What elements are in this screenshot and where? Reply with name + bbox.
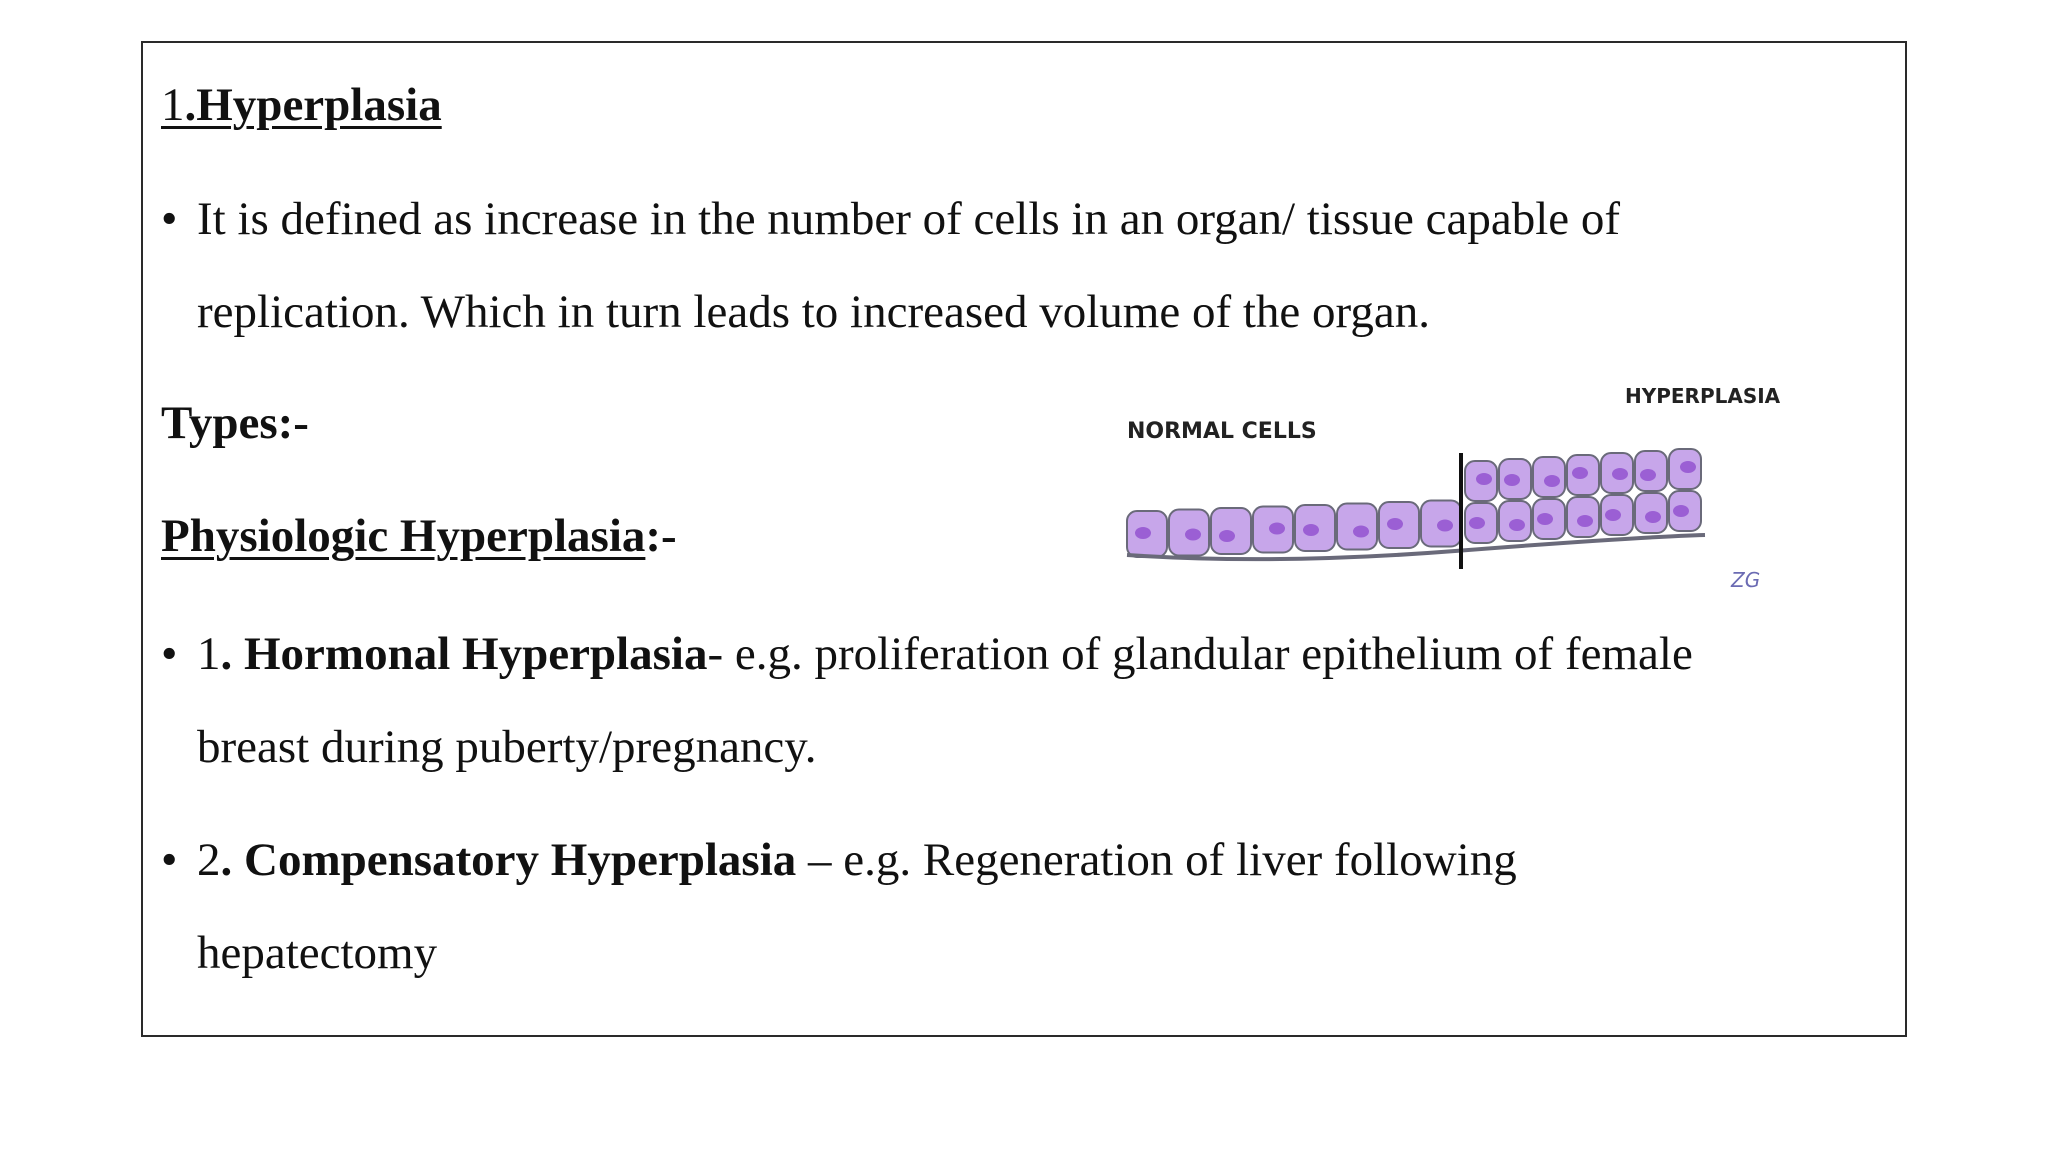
cell-nucleus bbox=[1680, 461, 1696, 473]
cell-nucleus bbox=[1504, 474, 1520, 486]
heading-number: 1 bbox=[161, 79, 185, 131]
hormonal-line-2: breast during puberty/pregnancy. bbox=[197, 721, 817, 773]
cell-nucleus bbox=[1135, 527, 1151, 539]
cell-nucleus bbox=[1544, 475, 1560, 487]
cell-nucleus bbox=[1673, 505, 1689, 517]
hyperplasia-diagram bbox=[1125, 383, 1805, 623]
types-label: Types:- bbox=[161, 397, 309, 449]
cell-nucleus bbox=[1537, 513, 1553, 525]
bullet-icon: • bbox=[161, 834, 178, 886]
cell-nucleus bbox=[1219, 530, 1235, 542]
slide-frame bbox=[141, 41, 1907, 1037]
cell-nucleus bbox=[1476, 473, 1492, 485]
cell-nucleus bbox=[1185, 529, 1201, 541]
definition-line-2: replication. Which in turn leads to increased volume of the organ. bbox=[197, 286, 1430, 338]
bullet-icon: • bbox=[161, 628, 178, 680]
cell-nucleus bbox=[1437, 520, 1453, 532]
normal-cells-label: NORMAL CELLS bbox=[1127, 419, 1317, 444]
cell-nucleus bbox=[1303, 524, 1319, 536]
hormonal-line-1: 1. Hormonal Hyperplasia- e.g. proliferation of glandular epithelium of female bbox=[197, 628, 1693, 680]
cell-nucleus bbox=[1269, 523, 1285, 535]
cell-nucleus bbox=[1612, 468, 1628, 480]
physiologic-label: Physiologic Hyperplasia bbox=[161, 510, 646, 562]
heading-title: .Hyperplasia bbox=[184, 79, 442, 131]
compensatory-line-2: hepatectomy bbox=[197, 927, 438, 979]
definition-line-1: It is defined as increase in the number of cells in an organ/ tissue capable of bbox=[197, 193, 1621, 245]
cell-nucleus bbox=[1509, 519, 1525, 531]
physiologic-suffix: :- bbox=[645, 510, 677, 562]
physiologic-heading bbox=[161, 508, 677, 564]
cell-nucleus bbox=[1640, 469, 1656, 481]
cell-nucleus bbox=[1577, 515, 1593, 527]
section-heading bbox=[161, 77, 442, 133]
artist-signature-icon: ZG bbox=[1731, 568, 1761, 592]
cell-nucleus bbox=[1572, 467, 1588, 479]
bullet-icon: • bbox=[161, 193, 178, 245]
cell-nucleus bbox=[1645, 511, 1661, 523]
cell-nucleus bbox=[1469, 517, 1485, 529]
hyperplasia-label: HYPERPLASIA bbox=[1625, 384, 1781, 408]
cell-nucleus bbox=[1353, 526, 1369, 538]
compensatory-line-1: 2. Compensatory Hyperplasia – e.g. Regeneration of liver following bbox=[197, 834, 1517, 886]
cell-nucleus bbox=[1387, 518, 1403, 530]
cell-nucleus bbox=[1605, 509, 1621, 521]
